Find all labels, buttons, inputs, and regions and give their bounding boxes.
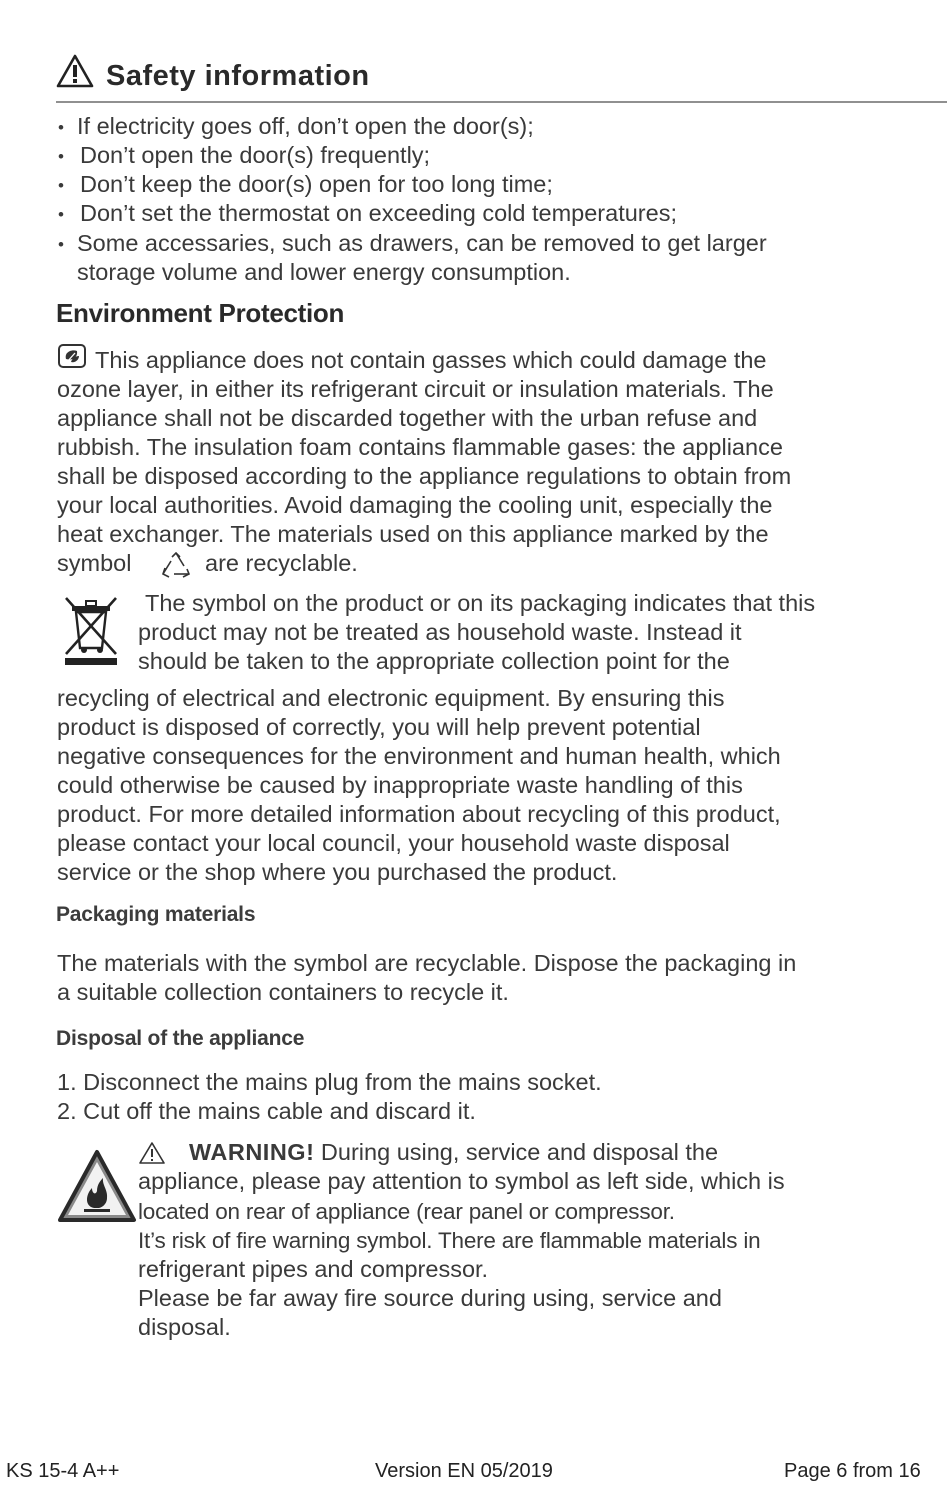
footer-page-number: Page 6 from 16 [784, 1460, 921, 1482]
paragraph-line: refrigerant pipes and compressor. [138, 1256, 489, 1282]
paragraph-line: The symbol on the product or on its packaging indicates that this [145, 590, 816, 616]
paragraph-line: product. For more detailed information about recycling of this product, [57, 801, 781, 827]
bullet-dot: • [58, 147, 64, 166]
paragraph-line: The materials with the symbol are recyclable. Dispose the packaging in [57, 950, 797, 976]
paragraph-line: This appliance does not contain gasses which could damage the [95, 347, 767, 373]
paragraph-line: negative consequences for the environment and human health, which [57, 743, 781, 769]
paragraph-line: symbol [57, 550, 132, 576]
paragraph-line: appliance, please pay attention to symbol as left side, which is [138, 1168, 785, 1194]
eco-leaf-icon [58, 344, 86, 368]
list-item: Some accessaries, such as drawers, can be removed to get larger [77, 230, 767, 256]
list-item: If electricity goes off, don’t open the door(s); [77, 113, 534, 139]
flammable-warning-icon [56, 1148, 138, 1224]
paragraph-line: could otherwise be caused by inappropriate waste handling of this [57, 772, 743, 798]
paragraph-line: shall be disposed according to the appliance regulations to obtain from [57, 463, 792, 489]
disposal-heading: Disposal of the appliance [56, 1027, 305, 1050]
section-header [56, 52, 946, 102]
paragraph-line: rubbish. The insulation foam contains flammable gases: the appliance [57, 434, 783, 460]
footer-version: Version EN 05/2019 [375, 1460, 553, 1482]
paragraph-line: located on rear of appliance (rear panel or compressor. [138, 1199, 675, 1224]
crossed-bin-icon [62, 592, 120, 668]
list-item: 1. Disconnect the mains plug from the mains socket. [57, 1069, 602, 1095]
paragraph-line: please contact your local council, your household waste disposal [57, 830, 730, 856]
paragraph-line: service or the shop where you purchased the product. [57, 859, 618, 885]
paragraph-line: heat exchanger. The materials used on this appliance marked by the [57, 521, 769, 547]
paragraph-line: your local authorities. Avoid damaging the cooling unit, especially the [57, 492, 773, 518]
bullet-dot: • [58, 235, 64, 254]
paragraph-line: product may not be treated as household waste. Instead it [138, 619, 742, 645]
warning-triangle-icon [138, 1141, 166, 1165]
paragraph-line: a suitable collection containers to recycle it. [57, 979, 509, 1005]
paragraph-line: appliance shall not be discarded together with the urban refuse and [57, 405, 758, 431]
bullet-dot: • [58, 176, 64, 195]
paragraph-line: ozone layer, in either its refrigerant circuit or insulation materials. The [57, 376, 774, 402]
list-item: 2. Cut off the mains cable and discard it. [57, 1098, 476, 1124]
bullet-dot: • [58, 118, 64, 137]
recycle-icon [160, 552, 192, 580]
paragraph-line: are recyclable. [205, 550, 358, 576]
bullet-dot: • [58, 205, 64, 224]
title-divider [56, 101, 947, 103]
list-item: Don’t keep the door(s) open for too long time; [80, 171, 553, 197]
list-item-continued: storage volume and lower energy consumption. [77, 259, 571, 285]
paragraph-line: should be taken to the appropriate collection point for the [138, 648, 730, 674]
paragraph-line: It’s risk of fire warning symbol. There are flammable materials in [138, 1228, 761, 1253]
warning-triangle-icon [56, 54, 94, 88]
packaging-heading: Packaging materials [56, 903, 256, 926]
list-item: Don’t set the thermostat on exceeding cold temperatures; [80, 200, 677, 226]
paragraph-line: recycling of electrical and electronic equipment. By ensuring this [57, 685, 725, 711]
paragraph-line: Please be far away fire source during using, service and [138, 1285, 722, 1311]
paragraph-line: product is disposed of correctly, you will help prevent potential [57, 714, 701, 740]
page-title: Safety information [106, 60, 370, 92]
warning-text: During using, service and disposal the [314, 1139, 719, 1165]
environment-heading: Environment Protection [56, 298, 345, 328]
paragraph-line: disposal. [138, 1314, 231, 1340]
list-item: Don’t open the door(s) frequently; [80, 142, 431, 168]
paragraph-line [189, 1138, 718, 1167]
footer-model: KS 15-4 A++ [6, 1460, 120, 1482]
warning-label: WARNING! [189, 1139, 315, 1165]
